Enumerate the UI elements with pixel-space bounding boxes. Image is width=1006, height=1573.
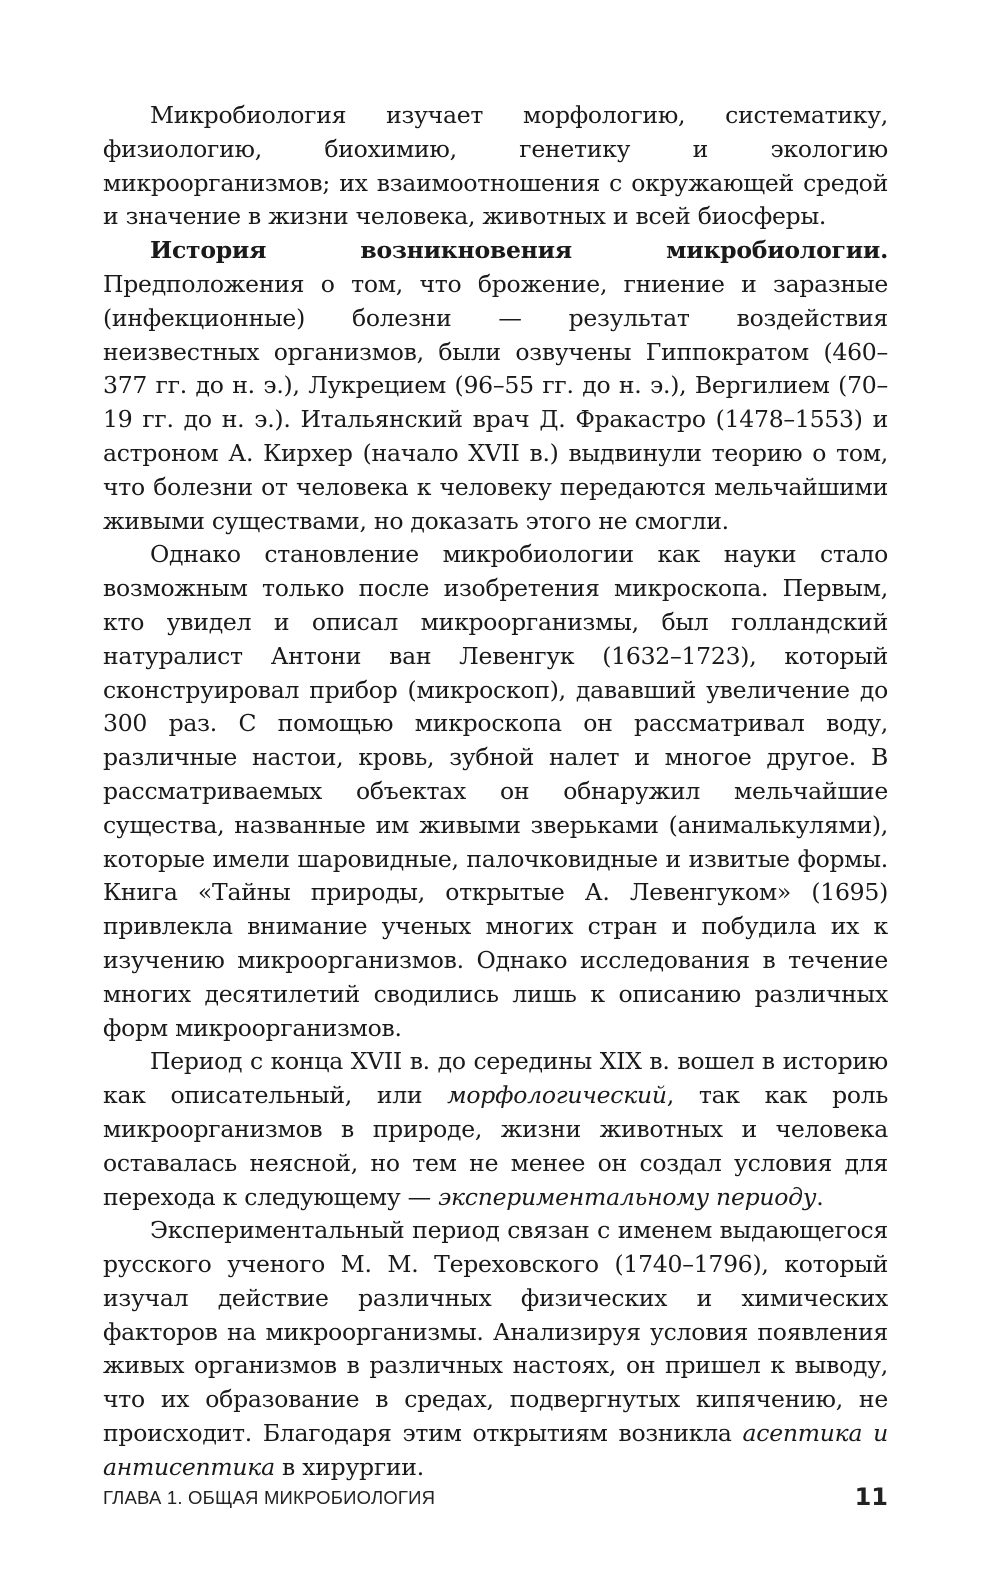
italic-term: экспериментальному периоду [438, 1182, 817, 1211]
body-text [103, 99, 888, 1485]
paragraph-text: Экспериментальный период связан с именем выдающегося русского ученого М. М. Тереховского (1740–1796), который изучал действие различных физических и химических факторов на микроорганизмы. Анализируя условия появления живых организмов в различных настоях, он пришел к выводу, что их образование в средах, подвергнутых кипячению, не происходит. Благодаря этим открытиям возникла [103, 1216, 888, 1448]
paragraph-text: в хирургии. [274, 1452, 424, 1481]
paragraph [103, 538, 888, 1045]
italic-term: морфологический [447, 1081, 667, 1110]
page-footer [103, 1483, 888, 1513]
paragraph-text: , так как роль микроорганизмов в природе, жизни животных и человека оставалась неясной, но тем не менее он создал условия для перехода к следующему — [103, 1081, 888, 1211]
page-number: 11 [854, 1483, 888, 1511]
section-heading: История возникновения микробиологии. [150, 236, 888, 265]
running-head: ГЛАВА 1. ОБЩАЯ МИКРОБИОЛОГИЯ [103, 1487, 436, 1508]
paragraph-text: Однако становление микробиологии как науки стало возможным только после изобретения микроскопа. Первым, кто увидел и описал микроорганизмы, был голландский натуралист Антони ван Левенгук (1632–1723), который сконструировал прибор (микроскоп), дававший увеличение до 300 раз. С помощью микроскопа он рассматривал воду, различные настои, кровь, зубной налет и многое другое. В рассматриваемых объектах он обнаружил мельчайшие существа, названные им живыми зверьками (анималькулями), которые имели шаровидные, палочковидные и извитые формы. Книга «Тайны природы, открытые А. Левенгуком» (1695) привлекла внимание ученых многих стран и побудила их к изучению микроорганизмов. Однако исследования в течение многих десятилетий сводились лишь к описанию различных форм микроорганизмов. [103, 540, 888, 1042]
paragraph-text: . [816, 1182, 824, 1211]
paragraph-text: Микробиология изучает морфологию, систематику, физиологию, биохимию, генетику и экологию микроорганизмов; их взаимоотношения с окружающей средой и значение в жизни человека, животных и всей биосферы. [103, 101, 888, 231]
italic-term: асептика и антисептика [103, 1419, 888, 1481]
paragraph [103, 99, 888, 234]
paragraph [103, 1045, 888, 1214]
paragraph-text: Период с конца XVII в. до середины XIX в. вошел в историю как описательный, или [103, 1047, 888, 1110]
paragraph [103, 234, 888, 538]
paragraph-text: Предположения о том, что брожение, гниение и заразные (инфекционные) болезни — результат воздействия неизвестных организмов, были озвучены Гиппократом (460–377 гг. до н. э.), Лукрецием (96–55 гг. до н. э.), Вергилием (70–19 гг. до н. э.). Итальянский врач Д. Фракастро (1478–1553) и астроном А. Кирхер (начало XVII в.) выдвинули теорию о том, что болезни от человека к человеку передаются мельчайшими живыми существами, но доказать этого не смогли. [103, 269, 888, 535]
paragraph [103, 1214, 888, 1484]
